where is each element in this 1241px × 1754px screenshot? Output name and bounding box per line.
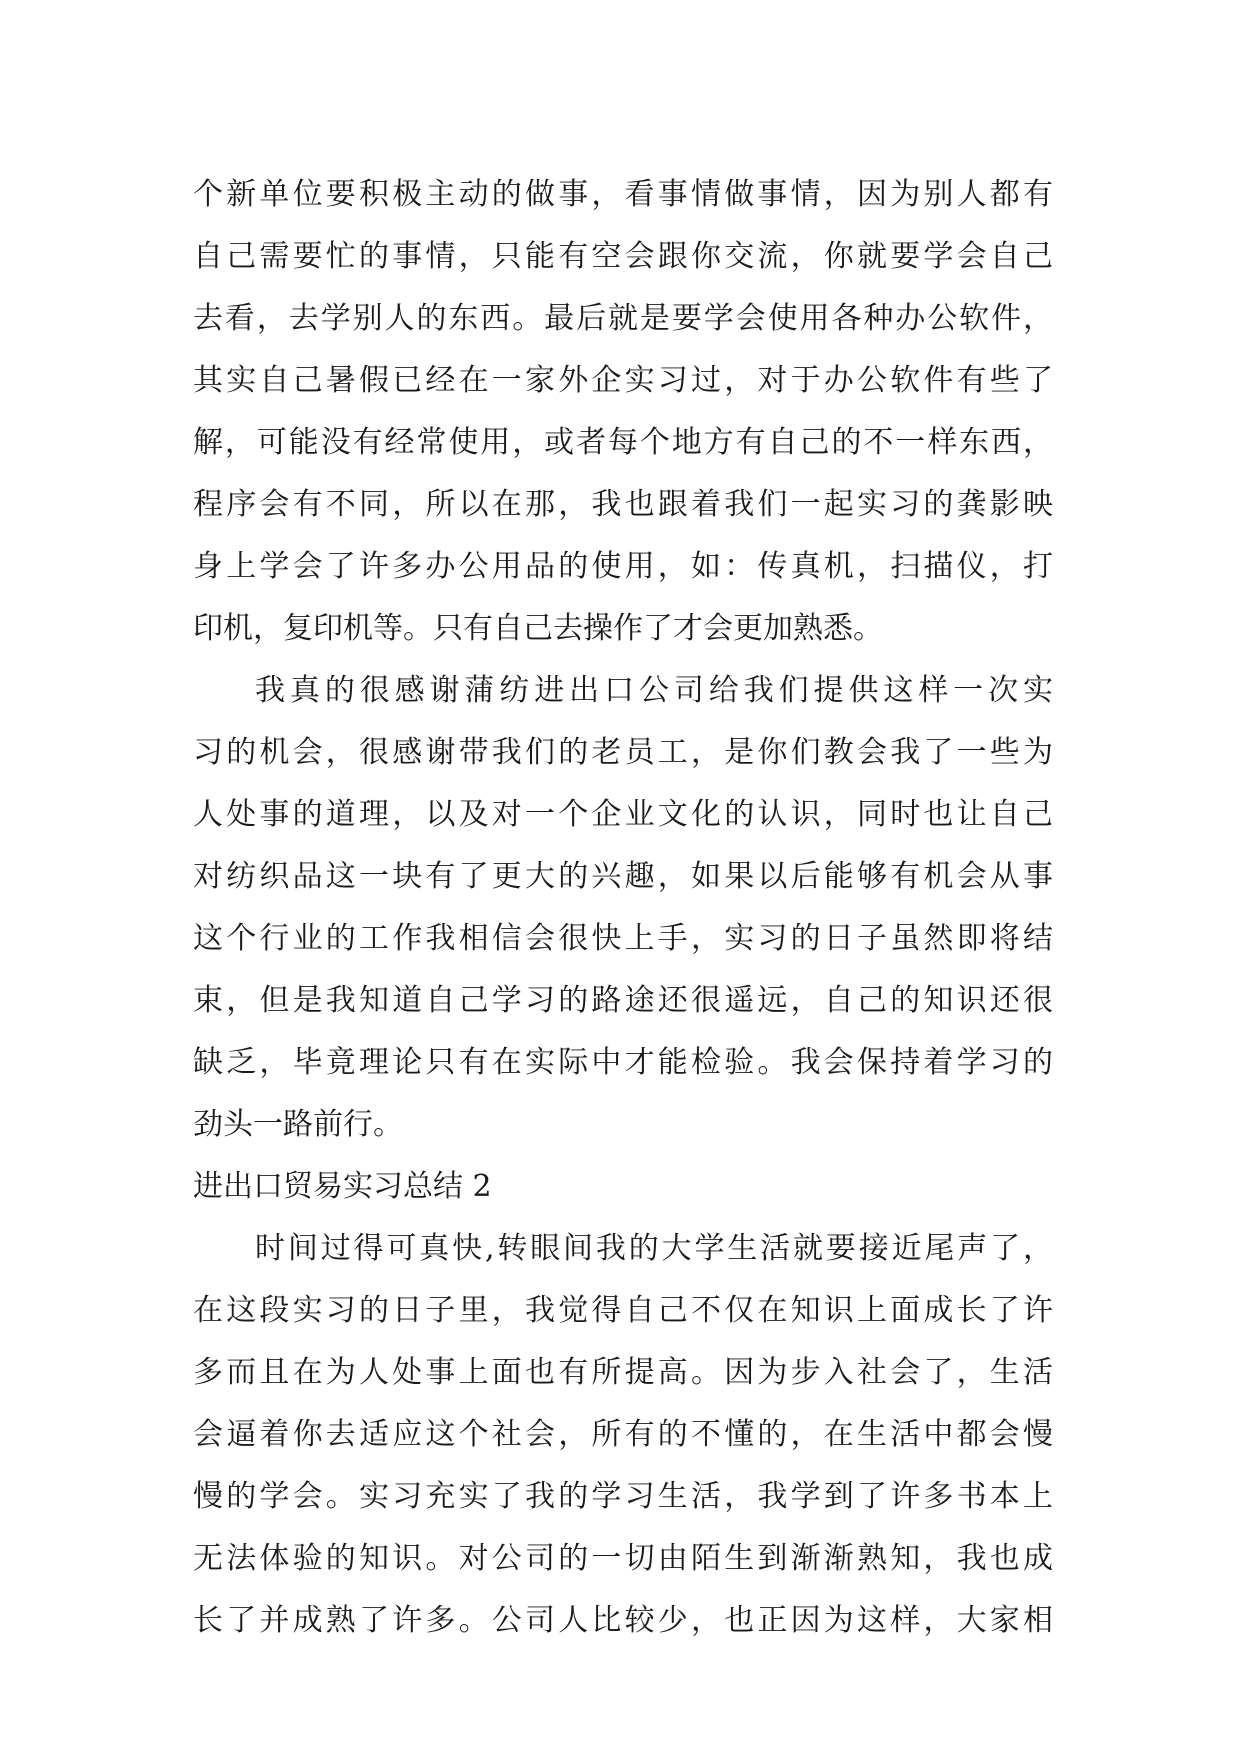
paragraph-line: 长了并成熟了许多。公司人比较少，也正因为这样，大家相	[193, 1603, 1053, 1638]
paragraph-line: 在这段实习的日子里，我觉得自己不仅在知识上面成长了许	[193, 1293, 1053, 1328]
paragraph-line: 我真的很感谢蒲纺进出口公司给我们提供这样一次实	[255, 673, 1053, 708]
paragraph-line: 人处事的道理，以及对一个企业文化的认识，同时也让自己	[193, 797, 1053, 832]
paragraph-line: 会逼着你去适应这个社会，所有的不懂的，在生活中都会慢	[193, 1417, 1053, 1452]
paragraph-line: 慢的学会。实习充实了我的学习生活，我学到了许多书本上	[193, 1479, 1053, 1514]
paragraph-line: 程序会有不同，所以在那，我也跟着我们一起实习的龚影映	[193, 487, 1053, 522]
paragraph-line: 缺乏，毕竟理论只有在实际中才能检验。我会保持着学习的	[193, 1045, 1053, 1080]
paragraph-line: 束，但是我知道自己学习的路途还很遥远，自己的知识还很	[193, 983, 1053, 1018]
paragraph-line: 身上学会了许多办公用品的使用，如：传真机，扫描仪，打	[193, 549, 1053, 584]
paragraph-line: 对纺织品这一块有了更大的兴趣，如果以后能够有机会从事	[193, 859, 1053, 894]
section-heading: 进出口贸易实习总结 2	[193, 1169, 492, 1204]
paragraph-line: 解，可能没有经常使用，或者每个地方有自己的不一样东西，	[193, 425, 1053, 460]
document-body	[193, 164, 1053, 1652]
paragraph-line: 个新单位要积极主动的做事，看事情做事情，因为别人都有	[193, 177, 1053, 212]
paragraph-line: 这个行业的工作我相信会很快上手，实习的日子虽然即将结	[193, 921, 1053, 956]
paragraph-line: 去看，去学别人的东西。最后就是要学会使用各种办公软件，	[193, 301, 1053, 336]
paragraph-line: 印机，复印机等。只有自己去操作了才会更加熟悉。	[193, 611, 883, 646]
paragraph-line: 时间过得可真快,转眼间我的大学生活就要接近尾声了，	[255, 1231, 1053, 1266]
paragraph-line: 自己需要忙的事情，只能有空会跟你交流，你就要学会自己	[193, 239, 1053, 274]
paragraph-line: 其实自己暑假已经在一家外企实习过，对于办公软件有些了	[193, 363, 1053, 398]
paragraph-line: 无法体验的知识。对公司的一切由陌生到渐渐熟知，我也成	[193, 1541, 1053, 1576]
paragraph-line: 劲头一路前行。	[193, 1107, 403, 1142]
paragraph-line: 多而且在为人处事上面也有所提高。因为步入社会了，生活	[193, 1355, 1053, 1390]
paragraph-line: 习的机会，很感谢带我们的老员工，是你们教会我了一些为	[193, 735, 1053, 770]
